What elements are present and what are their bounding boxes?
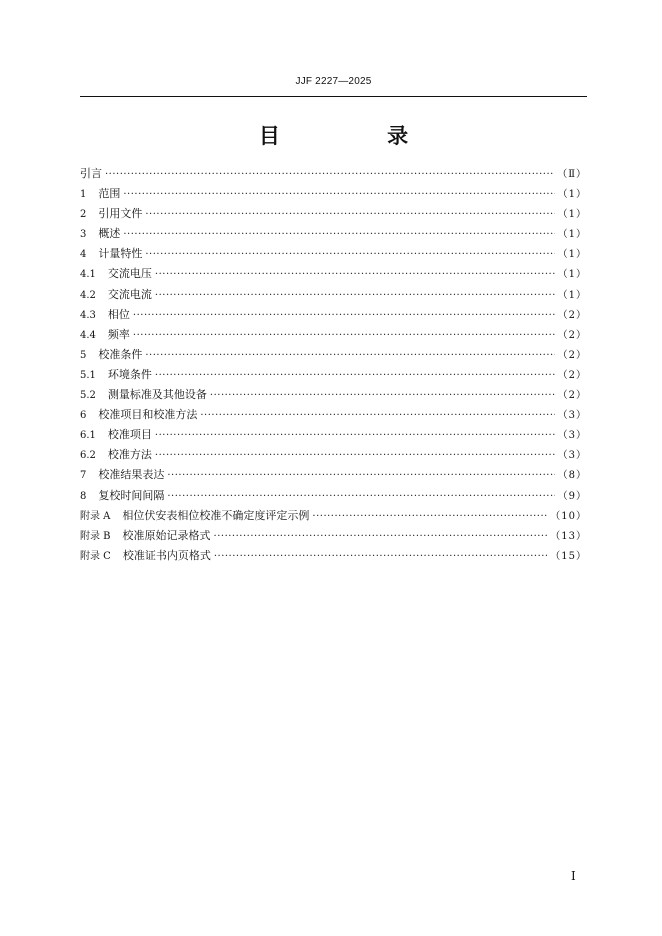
toc-entry-number: 附录 B: [80, 530, 111, 542]
toc-entry-number: 4: [80, 249, 87, 261]
toc-entry-number: 2: [80, 209, 87, 221]
toc-entry-number: 附录 A: [80, 510, 111, 522]
toc-entry-title: 计量特性: [98, 247, 143, 261]
toc-dot-leader: [155, 446, 555, 466]
toc-dot-leader: [145, 245, 554, 265]
toc-entry[interactable]: [80, 204, 587, 224]
toc-entry-title: 相位伏安表相位校准不确定度评定示例: [122, 508, 310, 522]
toc-entry[interactable]: [80, 164, 587, 184]
toc-entry-title: 校准原始记录格式: [122, 528, 211, 542]
toc-entry-page: （2）: [557, 309, 587, 321]
toc-dot-leader: [214, 547, 547, 567]
toc-entry-title: 校准方法: [107, 448, 152, 462]
toc-entry-title: 校准条件: [98, 347, 143, 361]
toc-entry-title: 测量标准及其他设备: [107, 388, 207, 402]
toc-entry-number: 8: [80, 490, 87, 502]
toc-dot-leader: [312, 507, 547, 527]
toc-dot-leader: [210, 386, 555, 406]
toc-entry-page: （3）: [557, 450, 587, 462]
toc-dot-leader: [155, 366, 555, 386]
toc-entry-number: 5.2: [80, 390, 96, 402]
toc-entry-page: （1）: [557, 229, 587, 241]
page-number: Ⅰ: [571, 869, 576, 883]
page-title: 目 录: [258, 124, 439, 148]
toc-entry-page: （1）: [557, 209, 587, 221]
toc-dot-leader: [123, 185, 554, 205]
toc-entry-number: 4.2: [80, 289, 96, 301]
toc-entry-title: 范围: [98, 187, 121, 201]
toc-entry-page: （13）: [550, 530, 587, 542]
toc-entry[interactable]: [80, 425, 587, 445]
toc-dot-leader: [155, 426, 555, 446]
toc-entry-title: 交流电压: [107, 267, 152, 281]
toc-entry[interactable]: [80, 506, 587, 526]
toc-entry-title: 复校时间间隔: [98, 488, 165, 502]
toc-entry[interactable]: [80, 224, 587, 244]
toc-entry[interactable]: [80, 264, 587, 284]
toc-entry-title: 校准项目和校准方法: [98, 408, 198, 422]
toc-entry-number: 4.4: [80, 329, 96, 341]
toc-entry-page: （1）: [557, 269, 587, 281]
toc-entry[interactable]: [80, 546, 587, 566]
toc-entry-page: （9）: [557, 490, 587, 502]
toc-entry-number: 1: [80, 189, 87, 201]
toc-entry-title: 校准证书内页格式: [122, 548, 211, 562]
toc-entry-number: 6: [80, 410, 87, 422]
toc-entry-page: （2）: [557, 390, 587, 402]
toc-entry-page: （2）: [557, 349, 587, 361]
toc-entry-title: 相位: [107, 307, 130, 321]
toc-dot-leader: [133, 326, 555, 346]
toc-dot-leader: [167, 487, 554, 507]
toc-entry-page: （3）: [557, 430, 587, 442]
toc-entry-page: （1）: [557, 249, 587, 261]
toc-entry[interactable]: [80, 184, 587, 204]
toc-entry-number: 6.1: [80, 430, 96, 442]
toc-entry-page: （2）: [557, 369, 587, 381]
toc-entry-number: 7: [80, 470, 87, 482]
toc-entry[interactable]: [80, 285, 587, 305]
toc-entry[interactable]: [80, 244, 587, 264]
toc-dot-leader: [167, 466, 554, 486]
toc-entry[interactable]: [80, 526, 587, 546]
toc-dot-leader: [155, 265, 555, 285]
toc-entry-title: 频率: [107, 327, 130, 341]
toc-entry-page: （3）: [557, 410, 587, 422]
toc-entry-page: （15）: [550, 550, 587, 562]
toc-entry[interactable]: [80, 305, 587, 325]
toc-entry-number: 5.1: [80, 369, 96, 381]
table-of-contents: [80, 164, 587, 566]
toc-entry-page: （1）: [557, 289, 587, 301]
toc-entry-page: （Ⅱ）: [557, 169, 587, 180]
toc-dot-leader: [155, 286, 555, 306]
toc-entry-page: （10）: [550, 510, 587, 522]
toc-entry-page: （8）: [557, 470, 587, 482]
toc-entry[interactable]: [80, 486, 587, 506]
toc-entry-number: 5: [80, 349, 87, 361]
toc-entry[interactable]: [80, 445, 587, 465]
toc-dot-leader: [105, 165, 554, 185]
toc-dot-leader: [200, 406, 554, 426]
toc-dot-leader: [145, 205, 554, 225]
toc-entry-number: 3: [80, 229, 87, 241]
toc-dot-leader: [145, 346, 554, 366]
toc-entry-number: 4.1: [80, 269, 96, 281]
toc-entry[interactable]: [80, 345, 587, 365]
toc-entry-page: （2）: [557, 329, 587, 341]
toc-entry[interactable]: [80, 465, 587, 485]
toc-entry-title: 环境条件: [107, 367, 152, 381]
toc-entry[interactable]: [80, 385, 587, 405]
toc-entry-number: 4.3: [80, 309, 96, 321]
toc-entry-title: 校准结果表达: [98, 468, 165, 482]
toc-entry-title: 交流电流: [107, 287, 152, 301]
document-code-header: JJF 2227—2025: [295, 76, 372, 87]
toc-entry-page: （1）: [557, 189, 587, 201]
toc-entry-title: 校准项目: [107, 428, 152, 442]
toc-dot-leader: [214, 527, 548, 547]
toc-entry[interactable]: [80, 405, 587, 425]
toc-dot-leader: [133, 306, 555, 326]
toc-entry[interactable]: [80, 365, 587, 385]
toc-entry-title: 引用文件: [98, 207, 143, 221]
toc-dot-leader: [123, 225, 554, 245]
toc-entry-number: 附录 C: [80, 550, 111, 562]
toc-entry-title: 引言: [80, 167, 102, 180]
toc-entry-title: 概述: [98, 227, 121, 241]
toc-entry[interactable]: [80, 325, 587, 345]
toc-entry-number: 6.2: [80, 450, 96, 462]
header-divider: [80, 96, 587, 97]
